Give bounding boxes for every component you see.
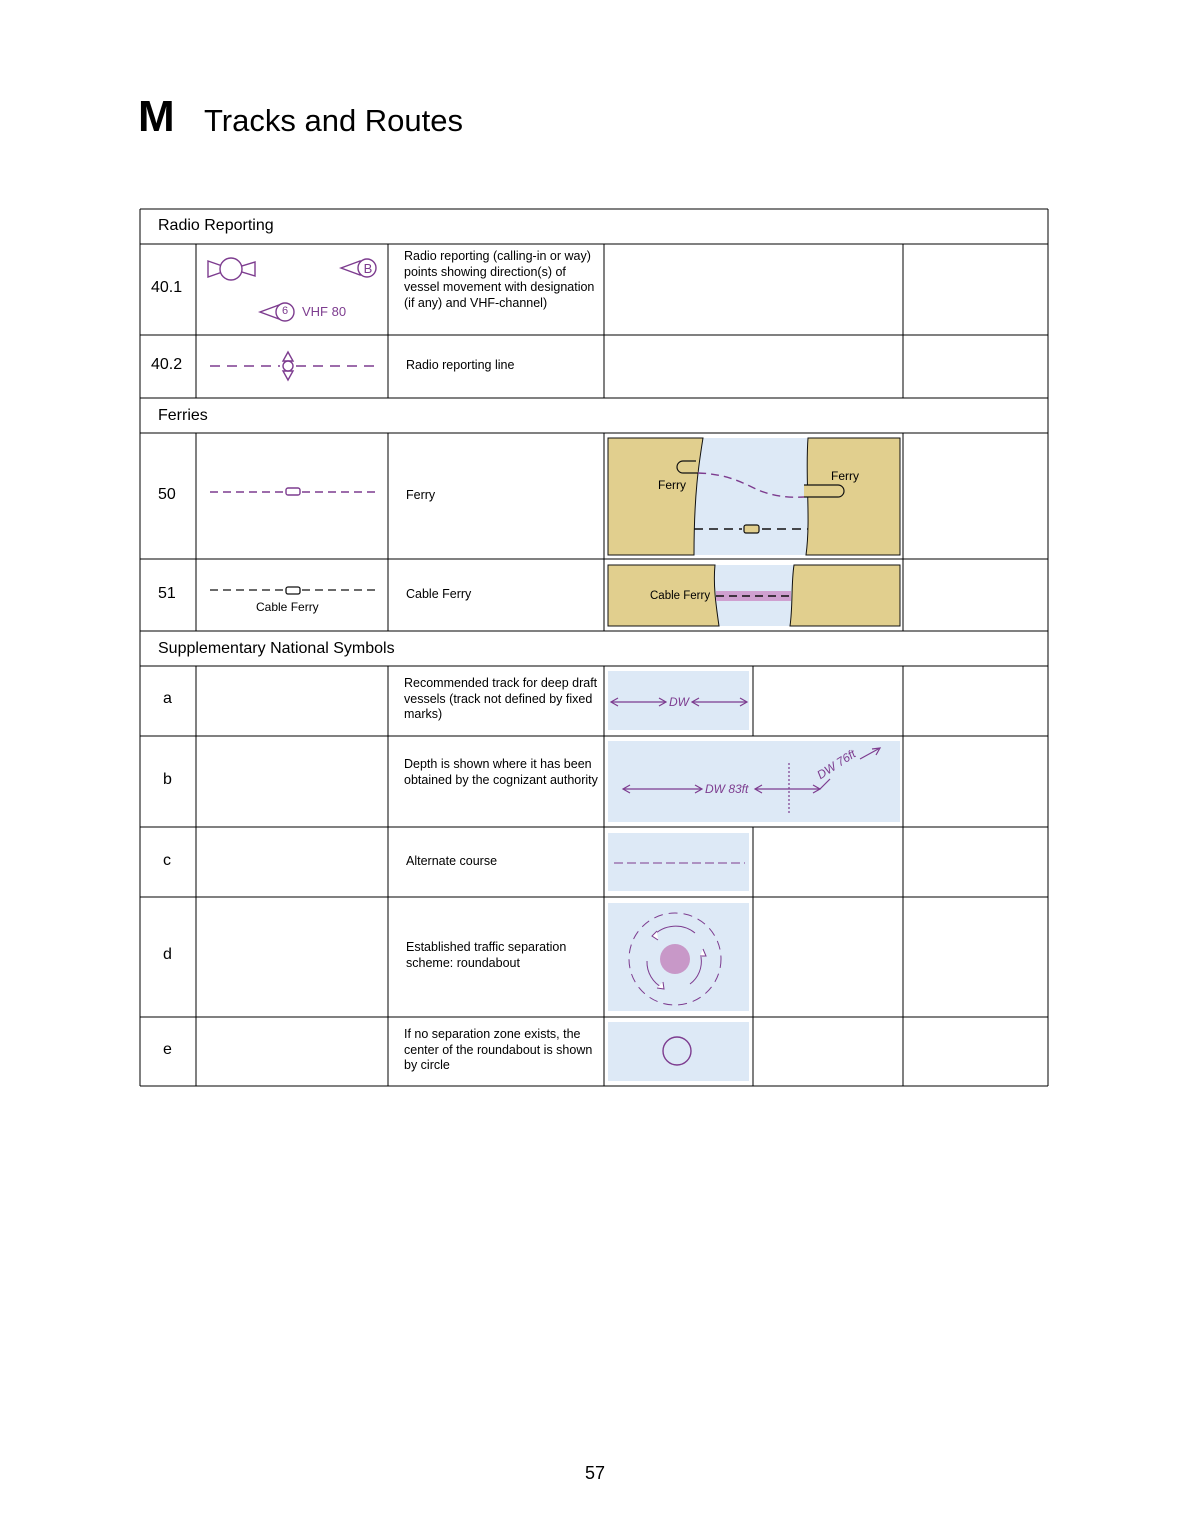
description-e: If no separation zone exists, the center of the roundabout is shown by circle xyxy=(404,1027,593,1073)
row-number-51: 51 xyxy=(158,585,176,602)
row-number-40-1: 40.1 xyxy=(151,279,183,296)
description-40-1: Radio reporting (calling-in or way) points showing direction(s) of vessel movement with designation (if any) and VHF-channel) xyxy=(404,249,595,310)
ferry-example-label-right: Ferry xyxy=(831,469,859,483)
description-51: Cable Ferry xyxy=(406,587,472,601)
section-header-radio-reporting: Radio Reporting xyxy=(158,217,274,234)
row-number-d: d xyxy=(163,946,172,963)
description-50: Ferry xyxy=(406,488,436,502)
cable-ferry-example-label: Cable Ferry xyxy=(650,590,711,602)
row-number-c: c xyxy=(163,852,171,869)
description-b: Depth is shown where it has been obtained by the cognizant authority xyxy=(404,757,598,787)
section-title: Tracks and Routes xyxy=(204,103,464,138)
alternate-course-example xyxy=(608,833,749,891)
row-number-e: e xyxy=(163,1041,172,1058)
description-c: Alternate course xyxy=(406,854,498,868)
vhf-channel-label: VHF 80 xyxy=(302,304,347,319)
section-header-supplementary: Supplementary National Symbols xyxy=(158,640,395,657)
cable-ferry-symbol-label: Cable Ferry xyxy=(256,600,319,614)
roundabout-example xyxy=(608,903,749,1011)
row-number-40-2: 40.2 xyxy=(151,356,183,373)
row-number-b: b xyxy=(163,771,172,788)
description-a: Recommended track for deep draft vessels (track not defined by fixed marks) xyxy=(404,676,598,722)
radio-reporting-line-symbol xyxy=(196,335,388,398)
section-header-ferries: Ferries xyxy=(158,407,208,424)
designation-6-label: 6 xyxy=(281,305,289,317)
roundabout-center-circle-example xyxy=(608,1022,749,1081)
ferry-symbol xyxy=(196,433,388,559)
ferry-example-label-left: Ferry xyxy=(658,478,686,492)
depth-label-right: DW 76ft xyxy=(814,746,859,782)
depth-track-example xyxy=(608,741,900,822)
depth-label-left: DW 83ft xyxy=(705,782,749,796)
section-letter: M xyxy=(138,92,175,141)
description-d: Established traffic separation scheme: roundabout xyxy=(406,940,567,970)
row-number-50: 50 xyxy=(158,486,176,503)
designation-b-label: B xyxy=(363,261,373,276)
deep-draft-track-label: DW xyxy=(669,695,689,709)
cable-ferry-symbol xyxy=(196,559,388,631)
page-number: 57 xyxy=(584,1463,606,1483)
page-title xyxy=(138,92,463,152)
row-number-a: a xyxy=(163,690,172,707)
description-40-2: Radio reporting line xyxy=(406,358,515,372)
ferry-example-chart xyxy=(608,438,900,555)
radio-reporting-point-symbol xyxy=(196,244,388,335)
